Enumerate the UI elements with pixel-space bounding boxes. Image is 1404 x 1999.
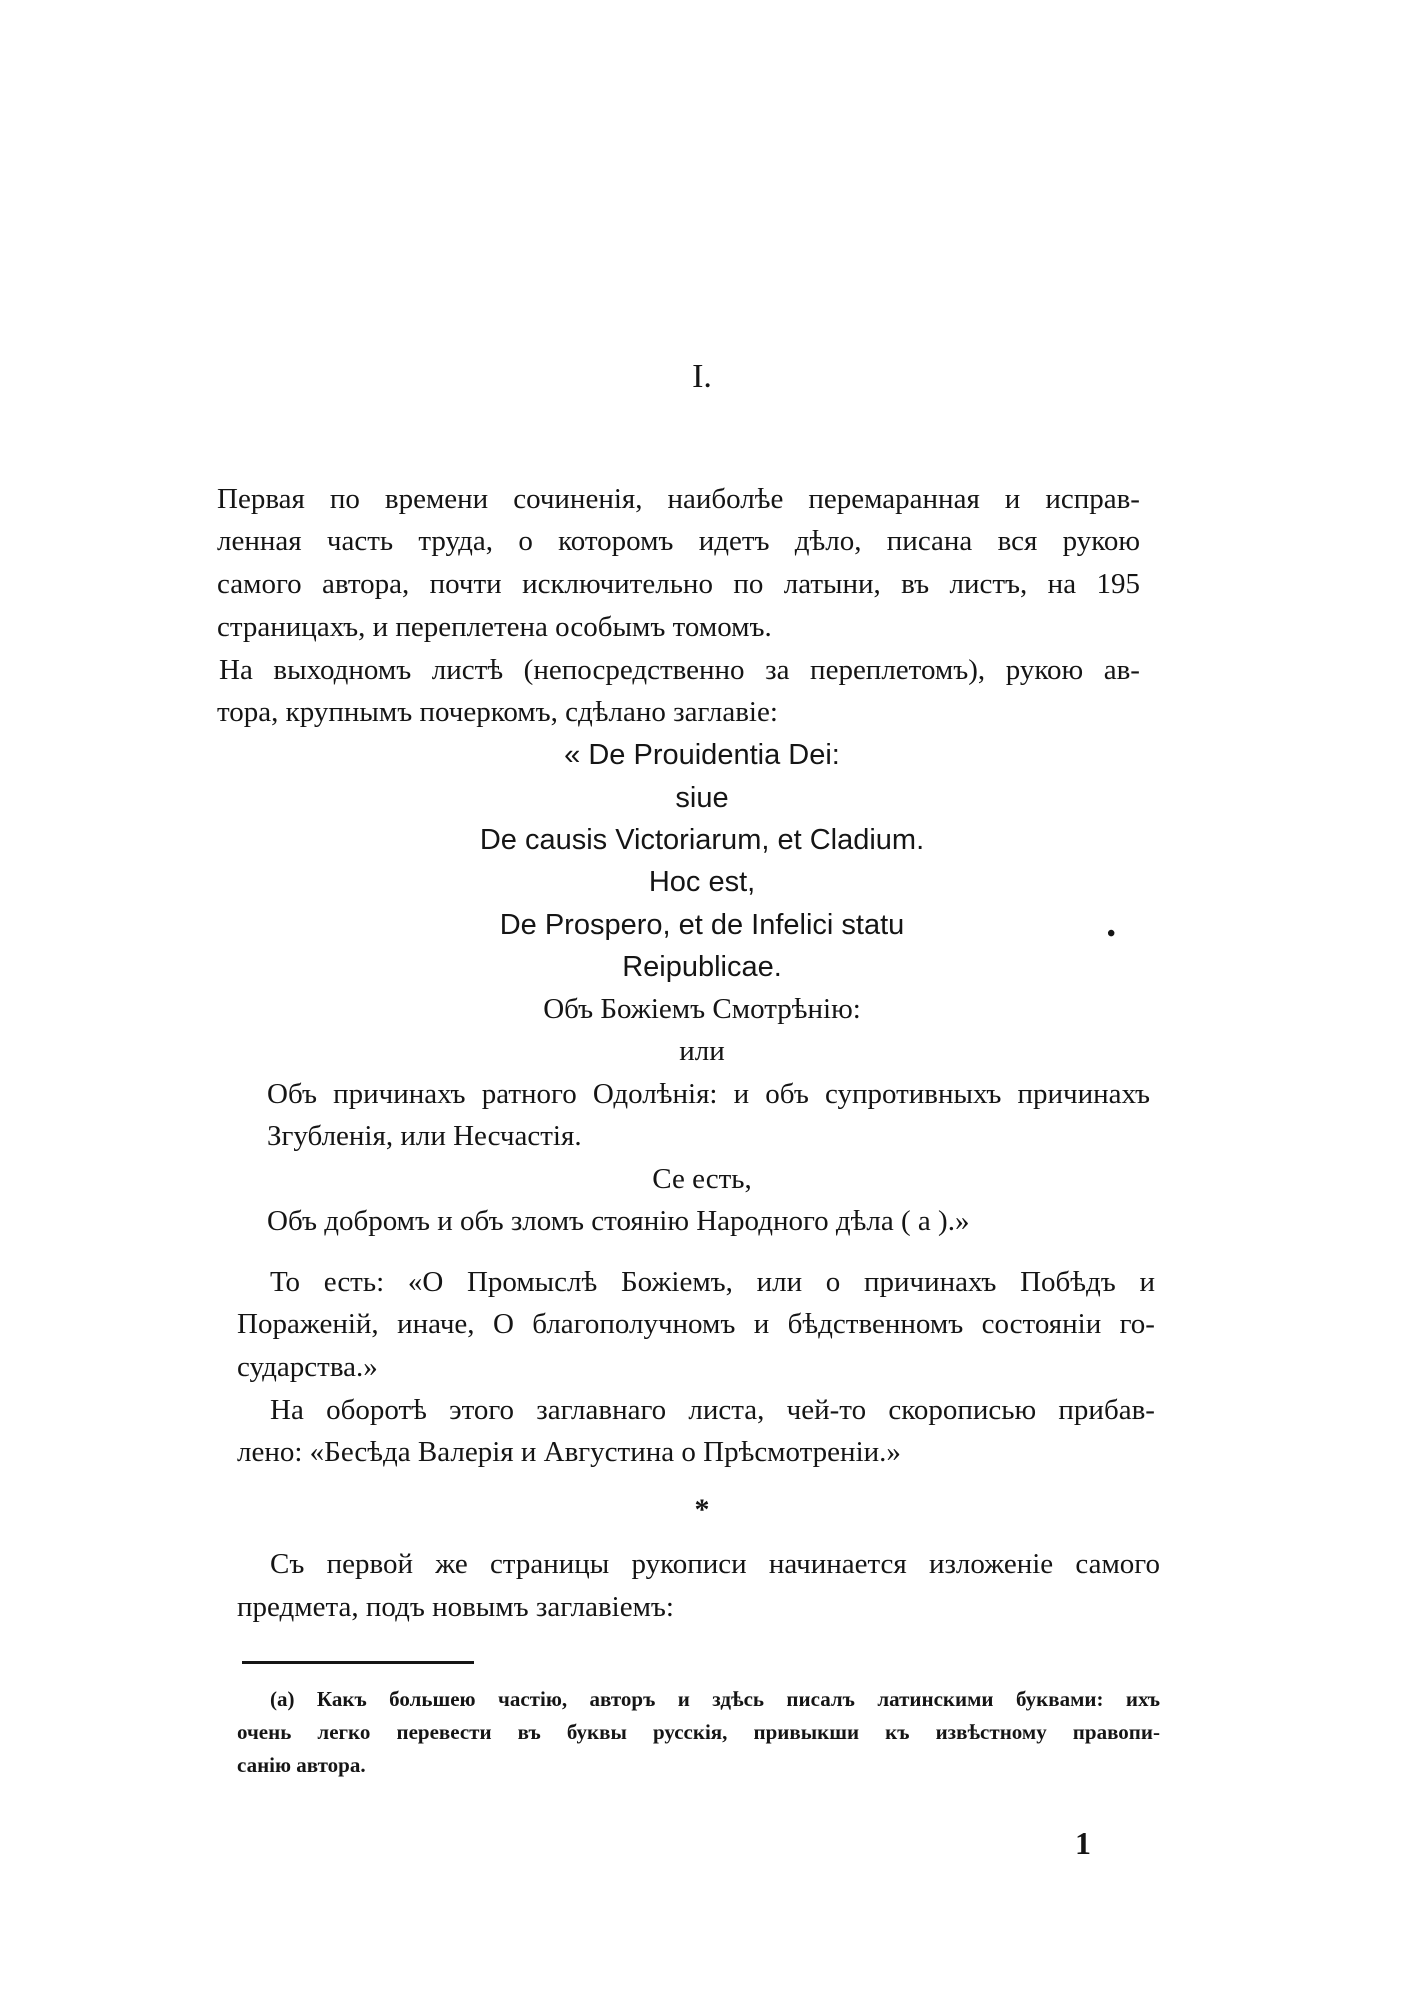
- word: очень: [237, 1720, 292, 1744]
- word: Промыслѣ: [466, 1266, 598, 1298]
- paragraph-3-line-3: сударства.»: [237, 1351, 378, 1383]
- title-latin-line-5: De Prospero, et de Infelici statu: [499, 909, 905, 941]
- title-latin-line-1: « De Prouidentia Dei:: [564, 739, 840, 771]
- word: самого: [217, 568, 302, 600]
- title-russian-line-4: Згубленія, или Несчастія.: [267, 1120, 582, 1152]
- word: Объ: [267, 1078, 317, 1110]
- word: на: [1047, 568, 1077, 600]
- word: ратного: [481, 1078, 577, 1110]
- word: которомъ: [558, 525, 674, 557]
- title-latin-line-2: siue: [675, 782, 729, 814]
- word: или: [756, 1266, 803, 1298]
- word: къ: [885, 1720, 910, 1744]
- word: вся: [997, 525, 1038, 557]
- word: рукою: [1005, 654, 1084, 686]
- paragraph-1-line-2: [217, 524, 1140, 558]
- footnote-line-2: [237, 1719, 1160, 1745]
- word: буквами:: [1015, 1687, 1104, 1711]
- word: и: [733, 1078, 750, 1110]
- word: часть: [326, 525, 394, 557]
- word: иначе,: [397, 1308, 475, 1340]
- word: первой: [326, 1548, 413, 1580]
- word: На: [270, 1394, 304, 1426]
- word: перевести: [396, 1720, 492, 1744]
- footnote-line-3: санію автора.: [237, 1753, 366, 1777]
- word: писалъ: [786, 1687, 855, 1711]
- word: супротивныхъ: [824, 1078, 1002, 1110]
- word: (а): [270, 1687, 295, 1711]
- word: времени: [384, 483, 489, 515]
- word: и: [1139, 1266, 1155, 1298]
- word: рукою: [1062, 525, 1140, 557]
- word: состояніи: [981, 1308, 1102, 1340]
- word: листѣ: [431, 654, 504, 686]
- title-russian-line-5: Се есть,: [652, 1163, 752, 1195]
- footnote-rule: [242, 1661, 474, 1664]
- word: Первая: [217, 483, 305, 515]
- page-number: 1: [1075, 1825, 1091, 1861]
- word: авторъ: [589, 1687, 656, 1711]
- word: благополучномъ: [532, 1308, 736, 1340]
- word: начинается: [768, 1548, 907, 1580]
- word: выходномъ: [273, 654, 412, 686]
- word: Одолѣнія:: [592, 1078, 718, 1110]
- word: по: [733, 568, 764, 600]
- paragraph-1-line-4: страницахъ, и переплетена особымъ томомъ.: [217, 611, 772, 643]
- paragraph-5-line-2: предмета, подъ новымъ заглавіемъ:: [237, 1591, 674, 1623]
- word: То: [270, 1266, 301, 1298]
- word: (непосредственно: [523, 654, 745, 686]
- word: и: [1004, 483, 1021, 515]
- word: Съ: [270, 1548, 305, 1580]
- word: заглавнаго: [536, 1394, 667, 1426]
- title-latin-line-4: Hoc est,: [648, 866, 756, 898]
- title-russian-line-6: Объ добромъ и объ зломъ стоянію Народного дѣла ( а ).»: [267, 1205, 970, 1237]
- word: скорописью: [888, 1394, 1037, 1426]
- word: страницы: [489, 1548, 610, 1580]
- paragraph-3-line-2: [237, 1307, 1155, 1341]
- paragraph-1-line-3: [217, 567, 1140, 601]
- word: есть:: [323, 1266, 385, 1298]
- word: прибав-: [1058, 1394, 1155, 1426]
- paragraph-4-line-1: [270, 1393, 1155, 1427]
- word: и: [753, 1308, 770, 1340]
- word: русскія,: [652, 1720, 728, 1744]
- word: Божіемъ,: [620, 1266, 733, 1298]
- word: и: [677, 1687, 690, 1711]
- word: объ: [765, 1078, 809, 1110]
- paragraph-3-line-1: [270, 1265, 1155, 1299]
- title-russian-line-2: или: [679, 1035, 725, 1067]
- title-russian-line-1: Объ Божіемъ Смотрѣнію:: [543, 993, 861, 1025]
- title-latin-line-3: De causis Victoriarum, et Cladium.: [479, 824, 925, 856]
- word: Побѣдъ: [1020, 1266, 1116, 1298]
- word: латинскими: [877, 1687, 994, 1711]
- word: листа,: [688, 1394, 765, 1426]
- word: бѣдственномъ: [787, 1308, 964, 1340]
- word: «О: [407, 1266, 444, 1298]
- word: въ: [901, 568, 930, 600]
- word: о: [825, 1266, 841, 1298]
- word: по: [329, 483, 360, 515]
- word: исправ-: [1045, 483, 1140, 515]
- paragraph-4-line-2: лено: «Бесѣда Валерія и Августина о Прѣсмотреніи.»: [237, 1436, 901, 1468]
- word: Пораженій,: [237, 1308, 379, 1340]
- paragraph-2-line-2: тора, крупнымъ почеркомъ, сдѣлано заглавіе:: [217, 696, 778, 728]
- word: переплетомъ),: [810, 654, 986, 686]
- word: же: [435, 1548, 468, 1580]
- word: 195: [1096, 568, 1140, 600]
- paragraph-2-line-1: [219, 653, 1140, 687]
- word: изложеніе: [928, 1548, 1054, 1580]
- word: О: [492, 1308, 514, 1340]
- word: писана: [886, 525, 973, 557]
- word: ав-: [1103, 654, 1140, 686]
- word: оборотѣ: [326, 1394, 427, 1426]
- word: идетъ: [698, 525, 770, 557]
- word: почти: [429, 568, 502, 600]
- word: правопи-: [1072, 1720, 1160, 1744]
- word: Какъ: [316, 1687, 367, 1711]
- word: большею: [389, 1687, 476, 1711]
- word: рукописи: [631, 1548, 747, 1580]
- chapter-number: I.: [692, 358, 712, 395]
- margin-dot: •: [1107, 921, 1116, 947]
- word: частію,: [498, 1687, 568, 1711]
- word: латыни,: [783, 568, 881, 600]
- title-latin-line-6: Reipublicae.: [622, 951, 782, 983]
- footnote-line-1: [270, 1686, 1160, 1712]
- word: сочиненія,: [513, 483, 643, 515]
- word: наиболѣе: [667, 483, 784, 515]
- word: за: [765, 654, 790, 686]
- word: ихъ: [1125, 1687, 1160, 1711]
- word: привыкши: [753, 1720, 860, 1744]
- word: буквы: [566, 1720, 627, 1744]
- word: легко: [317, 1720, 371, 1744]
- word: причинахъ: [333, 1078, 466, 1110]
- paragraph-5-line-1: [270, 1547, 1160, 1581]
- word: На: [219, 654, 253, 686]
- word: дѣло,: [794, 525, 862, 557]
- word: труда,: [418, 525, 494, 557]
- word: въ: [517, 1720, 541, 1744]
- paragraph-1-line-1: [217, 482, 1140, 516]
- word: извѣстному: [935, 1720, 1047, 1744]
- word: причинахъ: [1017, 1078, 1150, 1110]
- word: причинахъ: [863, 1266, 997, 1298]
- word: самого: [1075, 1548, 1160, 1580]
- word: здѣсь: [712, 1687, 764, 1711]
- word: листъ,: [949, 568, 1028, 600]
- word: чей-то: [786, 1394, 867, 1426]
- word: исключительно: [522, 568, 713, 600]
- title-russian-line-3: [267, 1077, 1150, 1111]
- word: о: [518, 525, 533, 557]
- word: автора,: [322, 568, 410, 600]
- word: ленная: [217, 525, 302, 557]
- word: этого: [449, 1394, 515, 1426]
- section-separator: *: [694, 1493, 710, 1526]
- word: перемаранная: [808, 483, 980, 515]
- word: го-: [1119, 1308, 1155, 1340]
